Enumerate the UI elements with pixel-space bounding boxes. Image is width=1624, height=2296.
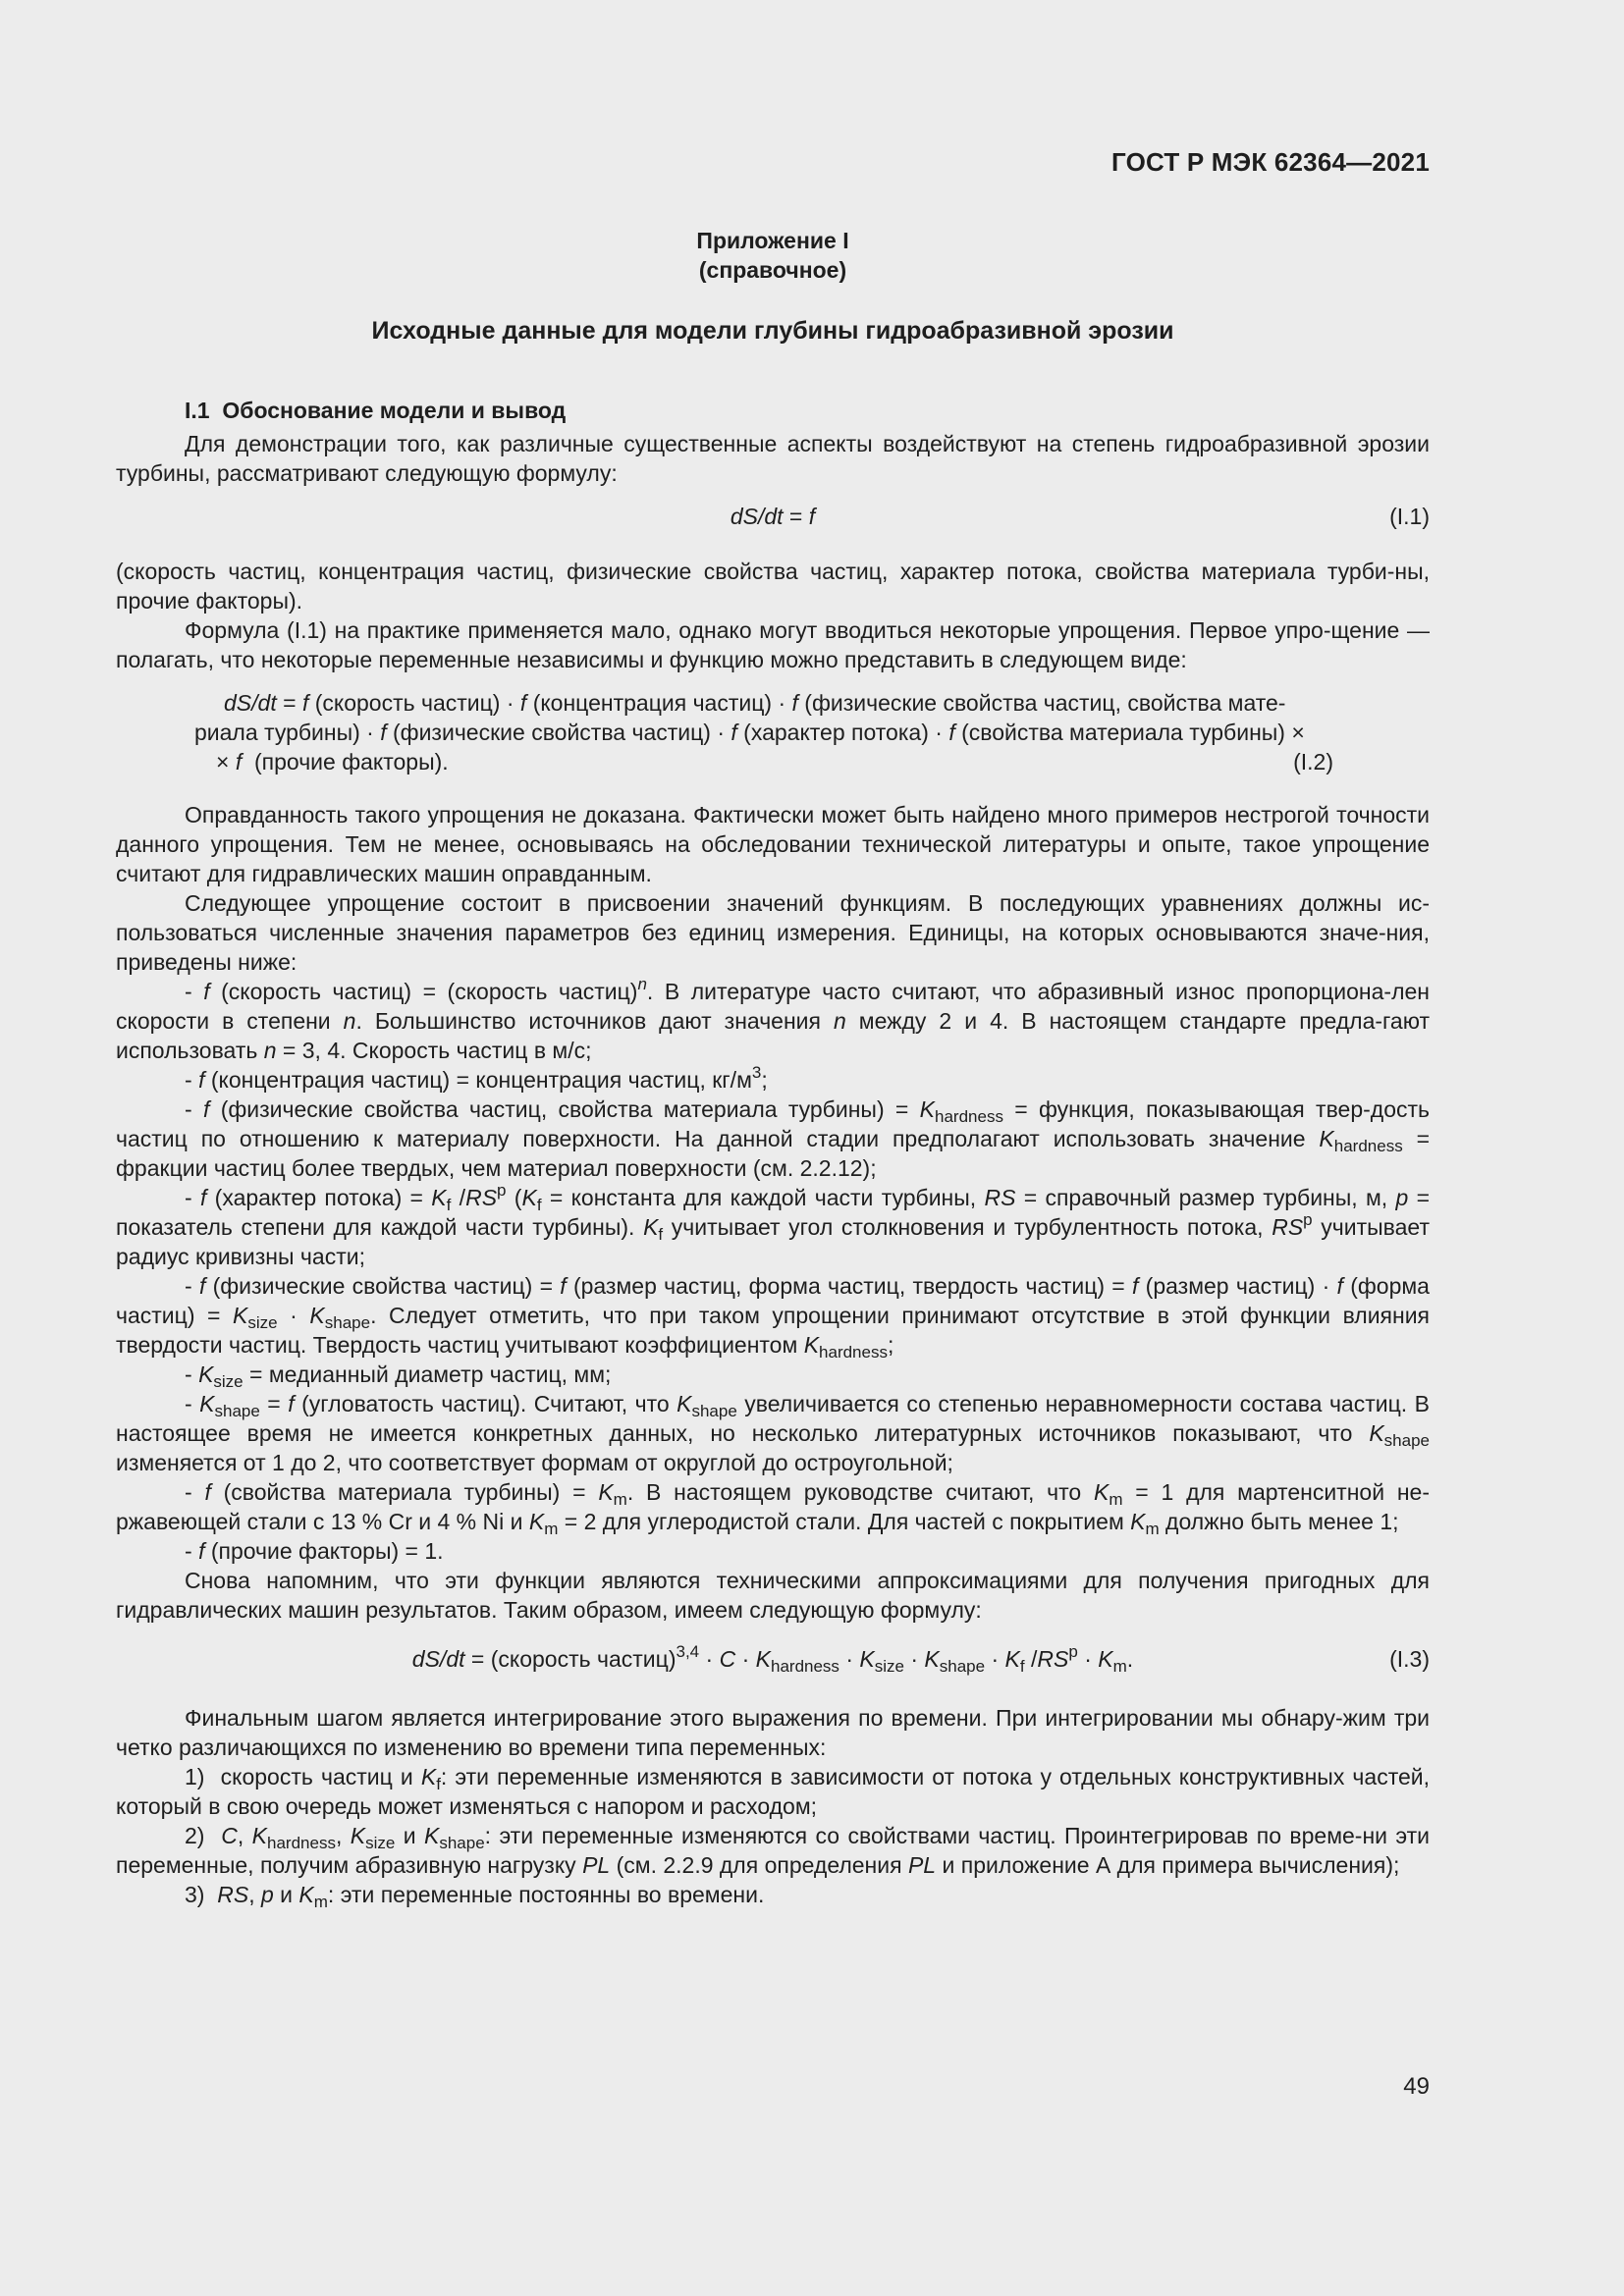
- annex-type: (справочное): [698, 257, 847, 283]
- section-title: Обоснование модели и вывод: [222, 398, 567, 423]
- list-item: - $K_{shape} = f$ (угловатость частиц). Считают, что $K_{shape}$ увеличивается со степенью неравномерности состава частиц. В настоящее время не имеется конкретных данных, но несколько литературных источников показывают, что $K_{shape}$ изменяется от 1 до 2, что соответствует формам от округлой до остроугольной;: [116, 1391, 1430, 1475]
- paragraph: Снова напомним, что эти функции являются техническими аппроксимациями для получения пригодных для гидравлических машин результатов. Таким образом, имеем следующую формулу:: [116, 1568, 1430, 1623]
- formula-number: (I.3): [1389, 1646, 1430, 1672]
- list-item: 1) скорость частиц и $K_f$: эти переменные изменяются в зависимости от потока у отдельных конструктивных частей, который в свою очередь может изменяться с напором и расходом;: [116, 1764, 1431, 1819]
- list-item: - f (концентрация частиц) = концентрация частиц, $кг/м^3$;: [185, 1063, 768, 1093]
- annex-title-block: [116, 226, 1430, 285]
- document-body: [116, 396, 1430, 1909]
- list-item: 2) C, $K_{hardness}$, $K_{size}$ и $K_{shape}$: эти переменные изменяются со свойствами частиц. Проинтегрировав по време-ни эти переменные, получим абразивную нагрузку PL (см. 2.2.9 для определения PL и приложение А для примера вычисления);: [116, 1823, 1431, 1878]
- paragraph: Следующее упрощение состоит в присвоении значений функциям. В последующих уравнениях должны ис-пользоваться численные значения параметров без единиц измерения. Единицы, на которых основываются значе-ния, приведены ниже:: [116, 890, 1430, 975]
- section-number: I.1: [185, 398, 210, 423]
- formula-i2: dS/dt = f (скорость частиц) · f (концентрация частиц) · f (физические свойства частиц, свойства мате- риала турбины) · f (физические свойства частиц) · f (характер потока) · f (свойства материала турбины) × × f (прочие факторы). (I.2): [194, 690, 1333, 774]
- formula-number: (I.2): [1293, 749, 1333, 774]
- list-item: - f (прочие факторы) = 1.: [185, 1538, 444, 1564]
- list-item: - f (скорость частиц) = (скорость частиц)$^n$. В литературе часто считают, что абразивный износ пропорциона-лен скорости в степени n. Большинство источников дают значения n между 2 и 4. В настоящем стандарте предла-гают использовать n = 3, 4. Скорость частиц в м/с;: [116, 975, 1430, 1063]
- list-item: - f (физические свойства частиц) = f (размер частиц, форма частиц, твердость частиц) = f (размер частиц) · f (форма частиц) = $K_{size} \cdot K_{shape}$. Следует отметить, что при таком упрощении принимают отсутствие в этой функции влияния твердости частиц. Твердость частиц учитывают коэффициентом $K_{hardness}$;: [116, 1273, 1430, 1362]
- list-item: - f (свойства материала турбины) = $K_m$. В настоящем руководстве считают, что $K_m = 1$ для мартенситной не-ржавеющей стали с 13 % Cr и 4 % Ni и $K_m = 2$ для углеродистой стали. Для частей с покрытием $K_m$ должно быть менее 1;: [116, 1479, 1430, 1538]
- standard-number: ГОСТ Р МЭК 62364—2021: [1110, 147, 1430, 177]
- paragraph: Финальным шагом является интегрирование этого выражения по времени. При интегрировании мы обнару-жим три четко различающихся по изменению во времени типа переменных:: [116, 1705, 1430, 1760]
- formula-i3: dS/dt = (скорость частиц)$^{3,4}$ · $C \cdot K_{hardness} \cdot K_{size} \cdot K_{shape} \cdot K_f$ $/RS^p \cdot K_m$. (I.3): [411, 1642, 1430, 1676]
- list-item: 3) RS, p и $K_m$: эти переменные постоянны во времени.: [185, 1882, 765, 1911]
- paragraph: Формула (I.1) на практике применяется мало, однако могут вводиться некоторые упрощения. Первое упро-щение — полагать, что некоторые переменные независимы и функцию можно представить в следующем виде:: [116, 617, 1430, 672]
- list-item: - $K_{size}$ = медианный диаметр частиц, мм;: [185, 1362, 612, 1391]
- annex-title: Приложение I: [696, 228, 849, 253]
- section-heading: [185, 396, 1430, 425]
- page-number: 49: [1403, 2073, 1430, 2100]
- annex-heading: Исходные данные для модели глубины гидроабразивной эрозии: [371, 317, 1174, 345]
- paragraph: Оправданность такого упрощения не доказана. Фактически может быть найдено много примеров нестрогой точности данного упрощения. Тем не менее, основываясь на обследовании технической литературы и опыте, такое упрощение считают для гидравлических машин оправданным.: [116, 802, 1430, 886]
- paragraph: (скорость частиц, концентрация частиц, физические свойства частиц, характер потока, свойства материала турби-ны, прочие факторы).: [116, 559, 1430, 614]
- list-item: - f (характер потока) = $K_f$ $/RS^p$ ($K_f$ = константа для каждой части турбины, RS = справочный размер турбины, м, p = показатель степени для каждой части турбины). $K_f$ учитывает угол столкновения и турбулентность потока, $RS^p$ учитывает радиус кривизны части;: [116, 1181, 1431, 1269]
- formula-i1: dS/dt = f (I.1): [730, 504, 1430, 529]
- list-item: - f (физические свойства частиц, свойства материала турбины) = $K_{hardness}$ = функция, показывающая твер-дость частиц по отношению к материалу поверхности. На данной стадии предполагают использовать значение $K_{hardness}$ = фракции частиц более твердых, чем материал поверхности (см. 2.2.12);: [116, 1096, 1431, 1181]
- paragraph: Для демонстрации того, как различные существенные аспекты воздействуют на степень гидроабразивной эрозии турбины, рассматривают следующую формулу:: [116, 431, 1430, 486]
- formula-number: (I.1): [1389, 504, 1430, 529]
